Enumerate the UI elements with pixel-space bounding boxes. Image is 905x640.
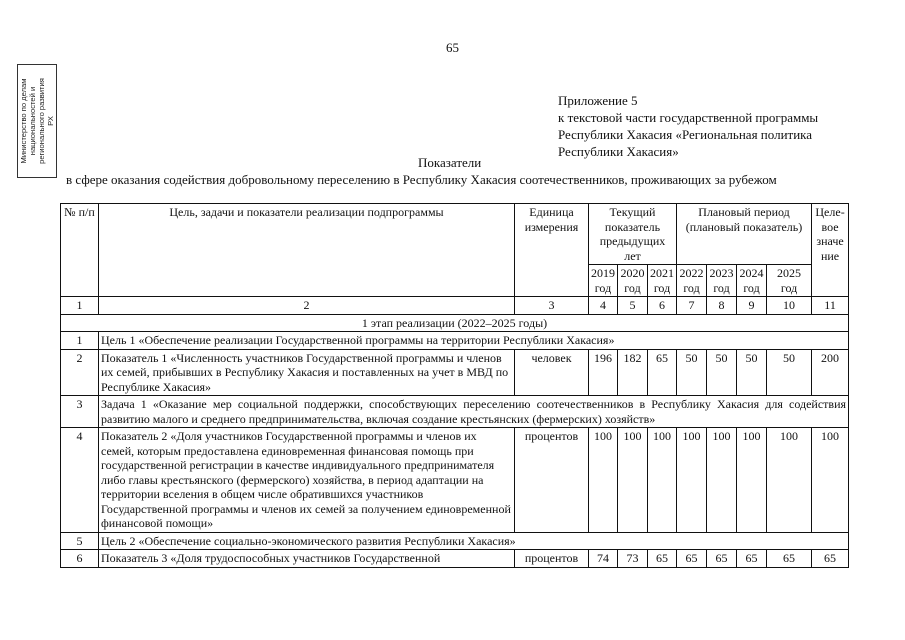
value-cell: 65 — [707, 550, 737, 568]
row-number: 3 — [61, 396, 99, 428]
value-cell: 50 — [677, 349, 707, 396]
value-cell: 100 — [737, 428, 767, 533]
header-target: Целе-вое значе ние — [812, 204, 849, 297]
header-year: 2019 год — [589, 265, 618, 297]
table-row — [61, 532, 849, 550]
column-number-row — [61, 297, 849, 315]
column-number: 2 — [99, 297, 515, 315]
registration-stamp — [17, 64, 57, 178]
value-cell: 65 — [648, 349, 677, 396]
unit-cell: процентов — [515, 550, 589, 568]
value-cell: 50 — [707, 349, 737, 396]
appendix-line: Республики Хакасия» — [558, 144, 679, 159]
column-number: 1 — [61, 297, 99, 315]
value-cell: 182 — [618, 349, 648, 396]
column-number: 8 — [707, 297, 737, 315]
page-number: 65 — [446, 40, 459, 55]
table-row — [61, 396, 849, 428]
value-cell: 100 — [707, 428, 737, 533]
value-cell: 100 — [618, 428, 648, 533]
row-number: 6 — [61, 550, 99, 568]
column-number: 6 — [648, 297, 677, 315]
value-cell: 100 — [767, 428, 812, 533]
value-cell: 100 — [677, 428, 707, 533]
stamp-text — [19, 67, 55, 175]
unit-cell: процентов — [515, 428, 589, 533]
header-planned: Плановый период (плановый показатель) — [677, 204, 812, 265]
unit-cell: человек — [515, 349, 589, 396]
column-number: 7 — [677, 297, 707, 315]
appendix-line: к текстовой части государственной программы — [558, 110, 819, 125]
value-cell: 196 — [589, 349, 618, 396]
column-number: 5 — [618, 297, 648, 315]
section-text: Задача 1 «Оказание мер социальной поддержки, способствующих переселению соотечественников в Республику Хакасия для содействия развитию малого и среднего предпринимательства, включая создание крестьянских (фермерских) хозяйств» — [99, 396, 849, 428]
header-row — [61, 204, 849, 265]
column-number: 3 — [515, 297, 589, 315]
value-cell: 100 — [589, 428, 618, 533]
appendix-line: Приложение 5 — [558, 93, 638, 108]
value-cell: 65 — [677, 550, 707, 568]
value-cell: 65 — [737, 550, 767, 568]
value-cell: 50 — [737, 349, 767, 396]
table-row — [61, 332, 849, 350]
table-row — [61, 550, 849, 568]
header-year: 2024 год — [737, 265, 767, 297]
value-cell: 50 — [767, 349, 812, 396]
indicators-table — [60, 203, 849, 568]
header-num: № п/п — [61, 204, 99, 297]
row-number: 2 — [61, 349, 99, 396]
header-current: Текущий показатель предыдущих лет — [589, 204, 677, 265]
target-cell: 65 — [812, 550, 849, 568]
header-year: 2022 год — [677, 265, 707, 297]
indicator-text: Показатель 2 «Доля участников Государственной программы и членов их семей, которым предоставлена единовременная финансовая помощь при государственной регистрации в качестве индивидуального предпринимателя либо главы крестьянского (фермерского) хозяйства, в период адаптации на территории вселения в общем числе обратившихся участников Государственной программы и членов их семей за получением единовременной финансовой помощи» — [99, 428, 515, 533]
indicator-text: Показатель 3 «Доля трудоспособных участников Государственной — [99, 550, 515, 568]
stamp-line: национальностей и — [28, 86, 37, 156]
appendix-line: Республики Хакасия «Региональная политика — [558, 127, 813, 142]
section-text: Цель 1 «Обеспечение реализации Государственной программы на территории Республики Хакасия» — [99, 332, 849, 350]
header-goal: Цель, задачи и показатели реализации подпрограммы — [99, 204, 515, 297]
value-cell: 74 — [589, 550, 618, 568]
header-unit: Единица измерения — [515, 204, 589, 297]
stage-label: 1 этап реализации (2022–2025 годы) — [61, 314, 849, 332]
header-year: 2025 год — [767, 265, 812, 297]
stamp-line: РХ — [46, 116, 55, 126]
row-number: 5 — [61, 532, 99, 550]
target-cell: 100 — [812, 428, 849, 533]
value-cell: 73 — [618, 550, 648, 568]
stage-row — [61, 314, 849, 332]
stamp-line: регионального развития — [37, 78, 46, 164]
appendix-header — [558, 92, 878, 160]
row-number: 4 — [61, 428, 99, 533]
header-year: 2020 год — [618, 265, 648, 297]
value-cell: 65 — [767, 550, 812, 568]
document-subtitle: в сфере оказания содействия добровольному переселению в Республику Хакасия соотечественников, проживающих за рубежом — [66, 172, 777, 187]
target-cell: 200 — [812, 349, 849, 396]
value-cell: 100 — [648, 428, 677, 533]
table-row — [61, 349, 849, 396]
column-number: 9 — [737, 297, 767, 315]
table-row — [61, 428, 849, 533]
column-number: 4 — [589, 297, 618, 315]
value-cell: 65 — [648, 550, 677, 568]
document-title: Показатели — [418, 155, 482, 170]
column-number: 10 — [767, 297, 812, 315]
stamp-line: Министерство по делам — [19, 78, 28, 164]
row-number: 1 — [61, 332, 99, 350]
column-number: 11 — [812, 297, 849, 315]
header-year: 2023 год — [707, 265, 737, 297]
indicator-text: Показатель 1 «Численность участников Государственной программы и членов их семей, прибывших в Республику Хакасия и поставленных на учет в МВД по Республике Хакасия» — [99, 349, 515, 396]
section-text: Цель 2 «Обеспечение социально-экономического развития Республики Хакасия» — [99, 532, 849, 550]
header-year: 2021 год — [648, 265, 677, 297]
